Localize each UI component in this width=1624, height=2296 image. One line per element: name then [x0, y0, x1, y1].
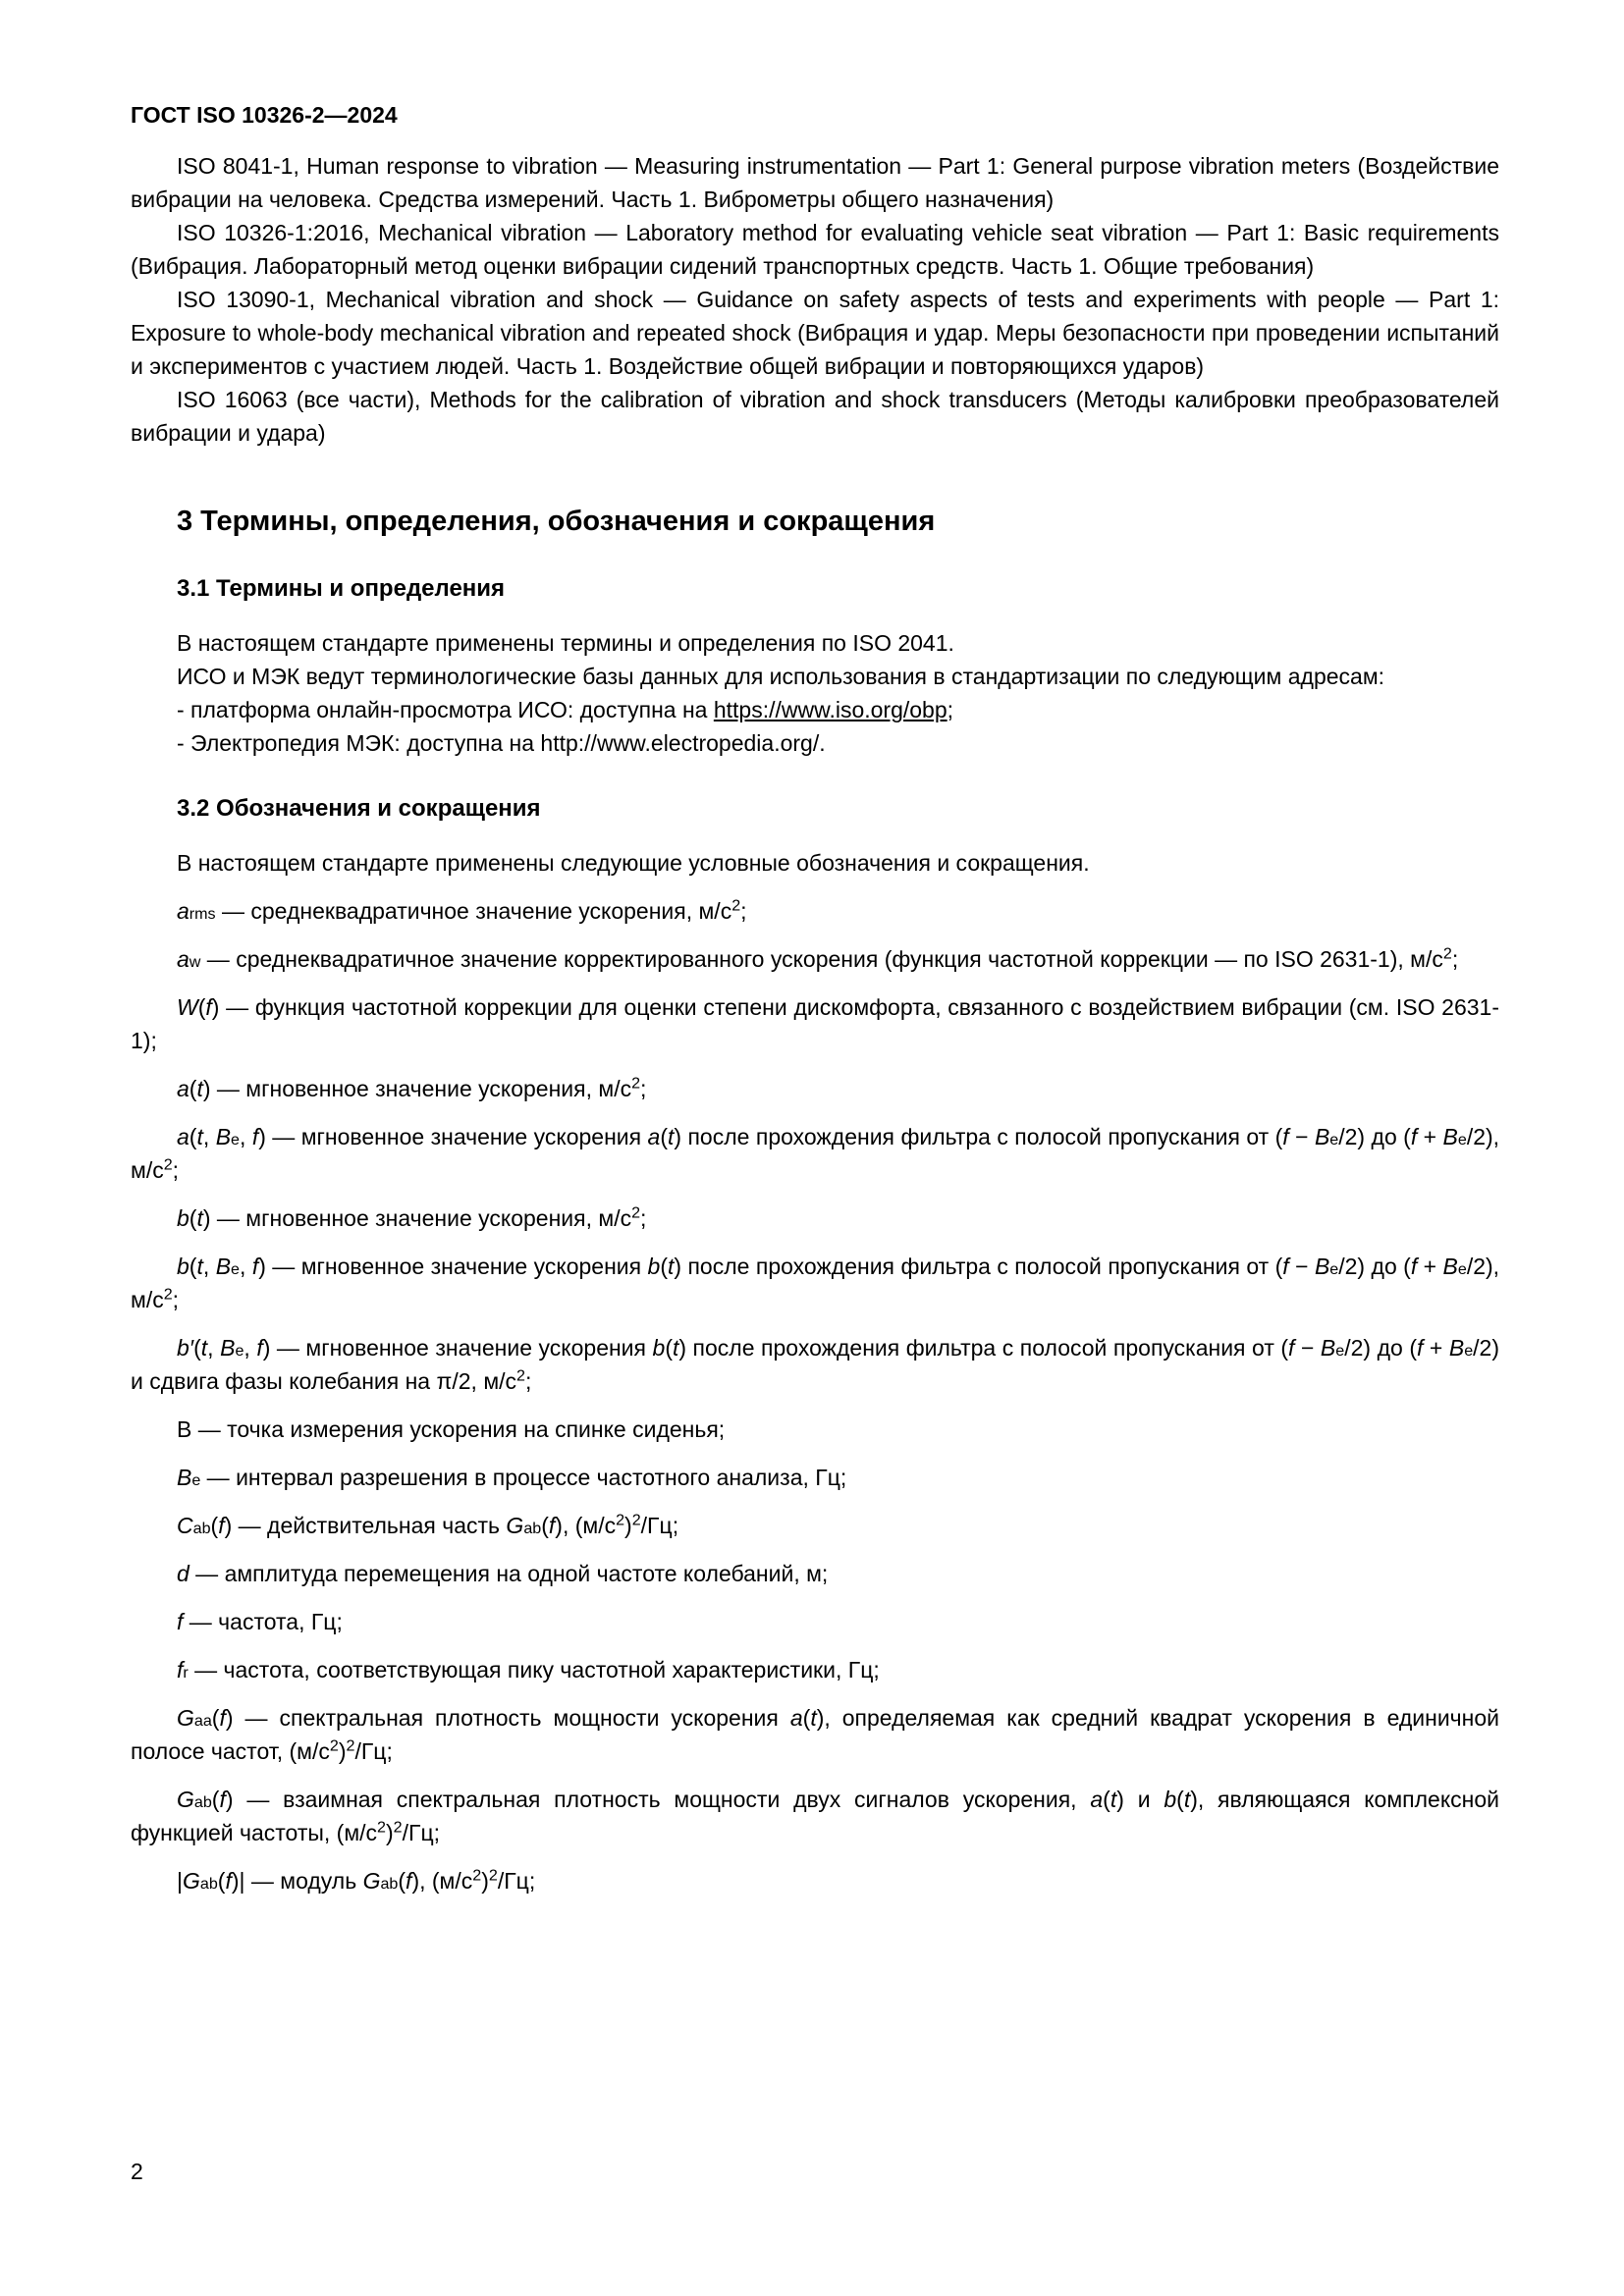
definition-item: f — частота, Гц;	[177, 1609, 343, 1634]
references-section	[131, 149, 1499, 450]
definition-item: $f_r$ — частота, соответствующая пику частотной характеристики, Гц;	[177, 1657, 880, 1682]
definition-item: $a_w$ — среднеквадратичное значение корректированного ускорения (функция частотной коррекции — по ISO 2631-1), $м/с^2$;	[177, 944, 1459, 972]
definition-item: $B_e$ — интервал разрешения в процессе частотного анализа, Гц;	[177, 1465, 847, 1490]
section-3-2-heading: 3.2 Обозначения и сокращения	[177, 795, 541, 822]
page-number: 2	[131, 2159, 143, 2184]
definition-item: $G_{aa}(f)$ — спектральная плотность мощности ускорения a(t), определяемая как средний квадрат ускорения в единичной полосе частот, $(м/с^2)^2/Гц$;	[131, 1705, 1500, 1764]
definition-item: $a_{rms}$ — среднеквадратичное значение ускорения, $м/с^2$;	[177, 896, 747, 924]
terms-paragraph-1: В настоящем стандарте применены термины и определения по ISO 2041.	[177, 630, 954, 656]
definition-item: b(t, $B_e$, f) — мгновенное значение ускорения b(t) после прохождения фильтра с полосой пропускания от $(f - B_e/2)$ до $(f + B_e/2)$, $м/с^2$;	[131, 1254, 1500, 1312]
section-3-1-heading: 3.1 Термины и определения	[177, 575, 506, 602]
bullet-item: - платформа онлайн-просмотра ИСО: доступна на https://www.iso.org/obp;	[177, 697, 954, 722]
definition-item: a(t) — мгновенное значение ускорения, $м/с^2$;	[177, 1074, 647, 1101]
definitions-list	[131, 894, 1499, 1897]
definition-item: $C_{ab}(f)$ — действительная часть $G_{ab}(f)$, $(м/с^2)^2/Гц$;	[177, 1511, 679, 1538]
abbreviations-intro: В настоящем стандарте применены следующие условные обозначения и сокращения.	[177, 850, 1090, 876]
definition-item: a(t, $B_e$, f) — мгновенное значение ускорения a(t) после прохождения фильтра с полосой пропускания от $(f - B_e/2)$ до $(f + B_e/2)$, $м/с^2$;	[131, 1124, 1500, 1183]
definition-item: d — амплитуда перемещения на одной частоте колебаний, м;	[177, 1561, 829, 1586]
definition-item: В — точка измерения ускорения на спинке сиденья;	[177, 1416, 726, 1442]
terms-paragraph-2: ИСО и МЭК ведут терминологические базы данных для использования в стандартизации по следующим адресам:	[177, 664, 1385, 689]
page-header: ГОСТ ISO 10326-2—2024	[131, 102, 398, 128]
reference-paragraph: ISO 16063 (все части), Methods for the calibration of vibration and shock transducers (Методы калибровки преобразователей вибрации и удара)	[131, 387, 1499, 446]
definition-item: b′(t, $B_e$, f) — мгновенное значение ускорения b(t) после прохождения фильтра с полосой пропускания от $(f - B_e/2)$ до $(f + B_e/2)$ и сдвига фазы колебания на π/2, $м/с^2$;	[131, 1335, 1499, 1394]
section-3-heading: 3 Термины, определения, обозначения и сокращения	[177, 506, 936, 537]
bullet-item: - Электропедия МЭК: доступна на http://www.electropedia.org/.	[177, 730, 826, 756]
definition-item: $|G_{ab}(f)|$ — модуль $G_{ab}(f)$, $(м/с^2)^2/Гц$;	[177, 1866, 536, 1894]
reference-paragraph: ISO 13090-1, Mechanical vibration and shock — Guidance on safety aspects of tests and experiments with people — Part 1: Exposure to whole-body mechanical vibration and repeated shock (Вибрация и удар. Меры безопасности при проведении испытаний и экспериментов с участием людей. Часть 1. Воздействие общей вибрации и повторяющихся ударов)	[131, 287, 1499, 379]
definition-item: W(f) — функция частотной коррекции для оценки степени дискомфорта, связанного с воздействием вибрации (см. ISO 2631-1);	[131, 994, 1499, 1053]
reference-paragraph: ISO 10326-1:2016, Mechanical vibration — Laboratory method for evaluating vehicle seat vibration — Part 1: Basic requirements (Вибрация. Лабораторный метод оценки вибрации сидений транспортных средств. Часть 1. Общие требования)	[131, 220, 1499, 279]
definition-item: b(t) — мгновенное значение ускорения, $м/с^2$;	[177, 1203, 647, 1231]
reference-paragraph: ISO 8041-1, Human response to vibration — Measuring instrumentation — Part 1: General purpose vibration meters (Воздействие вибрации на человека. Средства измерений. Часть 1. Виброметры общего назначения)	[131, 153, 1499, 212]
definition-item: $G_{ab}(f)$ — взаимная спектральная плотность мощности двух сигналов ускорения, a(t) и b(t), являющаяся комплексной функцией частоты, $(м/с^2)^2/Гц$;	[131, 1787, 1499, 1845]
terms-bullet-list	[131, 693, 1499, 760]
